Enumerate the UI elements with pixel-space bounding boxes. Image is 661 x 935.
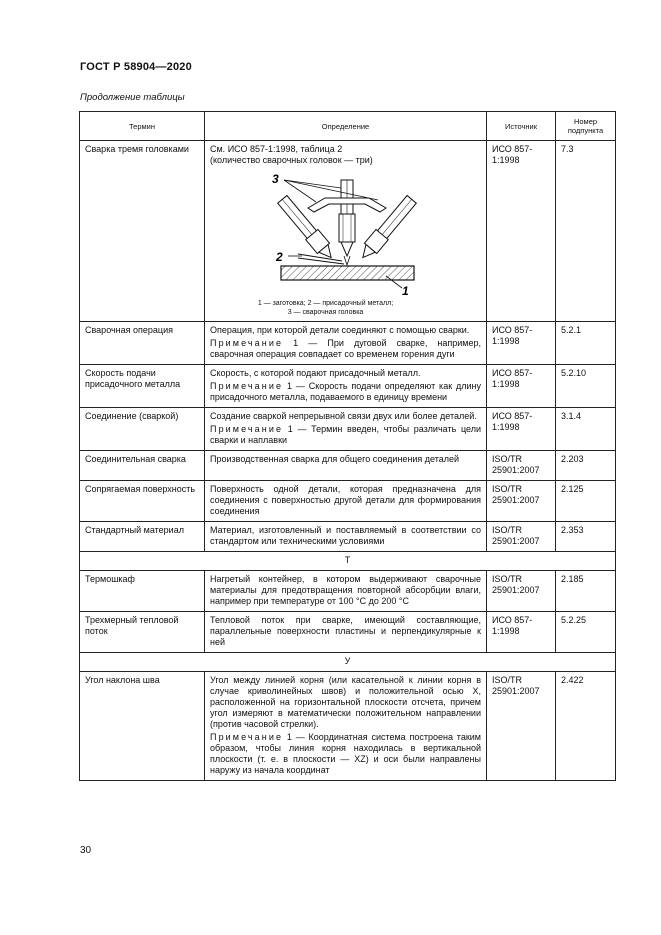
definition-cell (205, 451, 487, 481)
term-cell: Сопрягаемая поверхность (80, 481, 205, 522)
term-cell: Сварочная операция (80, 322, 205, 365)
table-row (80, 672, 616, 781)
source-cell: ИСО 857-1:1998 (487, 141, 556, 322)
figure-caption-line: 3 — сварочная головка (287, 309, 364, 316)
definition-text: Тепловой поток при сварке, имеющий составляющие, параллельные поверхности пластины и перпендикулярные к ней (210, 615, 481, 647)
table-row (80, 481, 616, 522)
table-row (80, 612, 616, 653)
table-row (80, 408, 616, 451)
table-header-row (80, 112, 616, 141)
definition-text: Операция, при которой детали соединяют с помощью сварки. (210, 325, 470, 335)
welding-arc (344, 256, 350, 265)
source-cell: ISO/TR 25901:2007 (487, 522, 556, 552)
term-cell: Стандартный материал (80, 522, 205, 552)
clause-cell: 2.422 (556, 672, 616, 781)
clause-cell: 5.2.10 (556, 365, 616, 408)
note-label: Примечание (210, 381, 284, 391)
section-letter: У (80, 653, 616, 672)
definition-cell (205, 322, 487, 365)
page-number: 30 (80, 845, 92, 856)
source-cell: ISO/TR 25901:2007 (487, 451, 556, 481)
source-cell: ISO/TR 25901:2007 (487, 571, 556, 612)
callout-2: 2 (276, 250, 283, 264)
table-row (80, 522, 616, 552)
filler-wire (298, 254, 342, 261)
column-header-definition: Определение (205, 112, 487, 141)
term-cell: Сварка тремя головками (80, 141, 205, 322)
clause-cell: 5.2.1 (556, 322, 616, 365)
column-header-clause: Номер подпункта (556, 112, 616, 141)
source-cell: ИСО 857-1:1998 (487, 365, 556, 408)
section-letter-row (80, 653, 616, 672)
table-row (80, 451, 616, 481)
clause-cell: 3.1.4 (556, 408, 616, 451)
continuation-label: Продолжение таблицы (80, 92, 185, 103)
source-cell: ИСО 857-1:1998 (487, 612, 556, 653)
figure-caption (210, 299, 481, 317)
definition-text: См. ИСО 857-1:1998, таблица 2 (210, 144, 343, 154)
table-row (80, 322, 616, 365)
note-label: Примечание (210, 424, 284, 434)
term-cell: Угол наклона шва (80, 672, 205, 781)
note-body: 1 — Скорость подачи определяют как длину присадочного металла, подаваемого в единицу времени (210, 381, 481, 402)
term-cell: Соединительная сварка (80, 451, 205, 481)
note-text (210, 424, 481, 446)
term-cell: Соединение (сваркой) (80, 408, 205, 451)
note-label: Примечание (210, 732, 284, 742)
note-text (210, 381, 481, 403)
term-cell: Скорость подачи присадочного металла (80, 365, 205, 408)
source-cell: ISO/TR 25901:2007 (487, 481, 556, 522)
definition-cell (205, 522, 487, 552)
definition-text: (количество сварочных головок — три) (210, 155, 373, 165)
definition-cell (205, 672, 487, 781)
note-body: 1 — Координатная система построена таким образом, чтобы линия корня находилась в вертикальной плоскости (т. е. в плоскости — XZ) и оси были направлены наружу из начала координат (210, 732, 481, 775)
definition-text: Производственная сварка для общего соединения деталей (210, 454, 460, 464)
central-welding-head (339, 180, 355, 256)
clause-cell: 7.3 (556, 141, 616, 322)
definition-cell (205, 365, 487, 408)
table-row (80, 141, 616, 322)
definition-cell (205, 408, 487, 451)
callout-1: 1 (402, 284, 409, 298)
definition-text: Нагретый контейнер, в котором выдерживают сварочные материалы для предотвращения повторной абсорбции влаги, например при температуре от 100 °С до 200 °С (210, 574, 481, 606)
term-cell: Трехмерный тепловой поток (80, 612, 205, 653)
note-text (210, 338, 481, 360)
definition-cell (205, 612, 487, 653)
definition-text: Поверхность одной детали, которая предназначена для соединения с поверхностью другой детали для формирования соединения (210, 484, 481, 516)
note-text (210, 732, 481, 776)
clause-cell: 2.353 (556, 522, 616, 552)
clause-cell: 2.185 (556, 571, 616, 612)
section-letter: Т (80, 552, 616, 571)
definition-cell (205, 571, 487, 612)
terms-table (79, 111, 616, 781)
source-cell: ИСО 857-1:1998 (487, 408, 556, 451)
source-cell: ИСО 857-1:1998 (487, 322, 556, 365)
three-head-welding-figure (268, 170, 418, 298)
clause-cell: 2.203 (556, 451, 616, 481)
column-header-source: Источник (487, 112, 556, 141)
definition-text: Создание сваркой непрерывной связи двух или более деталей. (210, 411, 477, 421)
column-header-term: Термин (80, 112, 205, 141)
callout-3: 3 (272, 172, 279, 186)
table-row (80, 365, 616, 408)
filler-wire (298, 258, 344, 264)
note-body: 1 — При дуговой сварке, например, сварочная операция совпадает со временем горения дуги (210, 338, 481, 359)
definition-text: Скорость, с которой подают присадочный металл. (210, 368, 421, 378)
clause-cell: 5.2.25 (556, 612, 616, 653)
definition-cell (205, 481, 487, 522)
table-row (80, 571, 616, 612)
definition-text: Угол между линией корня (или касательной к линии корня в случае криволинейных швов) и положительной осью X, расположенной на горизонтальной плоскости отсчета, причем угол измеряют в математически положительном направлении (против часовой стрелки). (210, 675, 481, 729)
term-cell: Термошкаф (80, 571, 205, 612)
document-header: ГОСТ Р 58904—2020 (80, 61, 192, 73)
source-cell: ISO/TR 25901:2007 (487, 672, 556, 781)
note-body: 1 — Термин введен, чтобы различать цели сварки и наплавки (210, 424, 481, 445)
section-letter-row (80, 552, 616, 571)
figure-caption-line: 1 — заготовка; 2 — присадочный металл; (257, 300, 394, 307)
definition-cell (205, 141, 487, 322)
clause-cell: 2.125 (556, 481, 616, 522)
workpiece-shape (281, 266, 414, 280)
definition-text: Материал, изготовленный и поставляемый в соответствии со стандартом или техническими условиями (210, 525, 481, 546)
note-label: Примечание (210, 338, 284, 348)
